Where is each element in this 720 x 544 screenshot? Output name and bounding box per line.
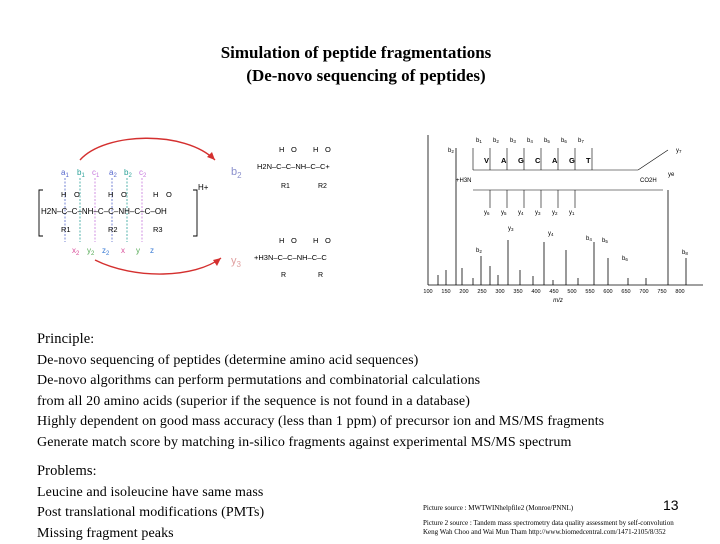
ion-y: y: [136, 246, 140, 255]
svg-text:b1: b1: [476, 138, 482, 144]
problems-block: [37, 461, 264, 544]
msms-spectrum-figure: [418, 130, 708, 310]
spectrum-x-ticks: [423, 289, 684, 295]
ion-c2: $c_2$: [139, 168, 147, 179]
svg-text:750: 750: [657, 289, 666, 295]
svg-text:R: R: [281, 272, 286, 279]
principle-line: Generate match score by matching in-silico fragments against experimental MS/MS spectrum: [37, 433, 604, 454]
svg-text:600: 600: [603, 289, 612, 295]
ion-y2: $y_2$: [87, 246, 95, 257]
svg-text:100: 100: [423, 289, 432, 295]
svg-text:y3: y3: [508, 226, 514, 232]
svg-text:y1: y1: [569, 210, 575, 216]
svg-text:700: 700: [639, 289, 648, 295]
source-line-1: Picture source : MWTWINhelpfile2 (Monroe/PNNL): [423, 504, 674, 513]
svg-text:H: H: [313, 236, 318, 245]
svg-text:b4: b4: [527, 138, 533, 144]
svg-text:y3: y3: [535, 210, 541, 216]
problems-line: Post translational modifications (PMTs): [37, 503, 264, 524]
ion-b2: $b_2$: [124, 168, 132, 179]
b2-fragment-label: $b_2$: [231, 166, 242, 180]
r-group-3: R3: [153, 225, 163, 234]
svg-text:b7: b7: [578, 138, 584, 144]
svg-text:G: G: [569, 156, 575, 165]
svg-text:R1: R1: [281, 183, 290, 190]
svg-text:500: 500: [567, 289, 576, 295]
svg-text:O: O: [74, 190, 80, 199]
svg-text:C: C: [535, 156, 541, 165]
principle-line: De-novo sequencing of peptides (determine amino acid sequences): [37, 351, 604, 372]
svg-text:y4: y4: [518, 210, 524, 216]
ion-z2: $z_2$: [102, 246, 110, 257]
svg-text:O: O: [121, 190, 127, 199]
svg-text:250: 250: [477, 289, 486, 295]
spectrum-peaks: [438, 148, 686, 285]
svg-text:800: 800: [675, 289, 684, 295]
principle-line: from all 20 amino acids (superior if the sequence is not found in a database): [37, 392, 604, 413]
svg-text:y6: y6: [484, 210, 490, 216]
svg-text:O: O: [291, 145, 297, 154]
spectrum-co2h: CO2H: [640, 178, 657, 184]
spectrum-y7-tag: y7: [676, 148, 682, 154]
svg-text:b6: b6: [622, 256, 628, 262]
r-group-1: R1: [61, 225, 71, 234]
bottom-ion-labels: [72, 246, 154, 257]
svg-text:G: G: [518, 156, 524, 165]
svg-text:450: 450: [549, 289, 558, 295]
svg-text:R2: R2: [318, 183, 327, 190]
svg-text:b6: b6: [561, 138, 567, 144]
proton-label: H+: [198, 183, 209, 192]
slide-title-line-1: Simulation of peptide fragmentations: [0, 42, 716, 64]
svg-text:b4: b4: [586, 236, 592, 242]
principle-heading: Principle:: [37, 329, 604, 351]
svg-text:y2: y2: [552, 210, 558, 216]
b2-fragment-structure: H2N–C–C–NH–C–C+: [257, 162, 330, 171]
ion-b1: $b_1$: [77, 168, 85, 179]
spectrum-b-ion-labels: [476, 138, 584, 144]
svg-text:b8: b8: [682, 250, 688, 256]
svg-text:y5: y5: [501, 210, 507, 216]
spectrum-b2-tag: b2: [448, 148, 454, 154]
svg-text:b2: b2: [476, 248, 482, 254]
svg-text:H: H: [279, 145, 284, 154]
ion-x2: $x_2$: [72, 246, 80, 257]
svg-text:b2: b2: [493, 138, 499, 144]
problems-heading: Problems:: [37, 461, 264, 483]
svg-text:T: T: [586, 156, 591, 165]
svg-text:H: H: [279, 236, 284, 245]
svg-text:O: O: [325, 236, 331, 245]
r-group-2: R2: [108, 225, 118, 234]
problems-line: Missing fragment peaks: [37, 524, 264, 544]
svg-text:550: 550: [585, 289, 594, 295]
svg-text:b3: b3: [510, 138, 516, 144]
svg-text:H: H: [61, 190, 66, 199]
svg-text:150: 150: [441, 289, 450, 295]
svg-text:y4: y4: [548, 231, 554, 237]
principle-block: [37, 329, 604, 453]
svg-text:O: O: [291, 236, 297, 245]
ion-c1: $c_1$: [92, 168, 100, 179]
svg-text:400: 400: [531, 289, 540, 295]
principle-line: De-novo algorithms can perform permutations and combinatorial calculations: [37, 371, 604, 392]
svg-text:300: 300: [495, 289, 504, 295]
spectrum-ye-tag: ye: [668, 172, 675, 178]
svg-text:200: 200: [459, 289, 468, 295]
ion-z: z: [150, 246, 154, 255]
page-number: 13: [663, 497, 679, 513]
source-line-3: Keng Wah Choo and Wai Mun Tham http://www.biomedcentral.com/1471-2105/8/352: [423, 528, 674, 537]
svg-text:A: A: [501, 156, 507, 165]
ion-a2: $a_2$: [109, 168, 117, 179]
y3-fragment-label: $y_3$: [231, 255, 242, 269]
svg-text:O: O: [166, 190, 172, 199]
spectrum-x-label: m/z: [553, 298, 563, 304]
svg-text:b5: b5: [544, 138, 550, 144]
svg-text:O: O: [325, 145, 331, 154]
svg-text:H: H: [153, 190, 158, 199]
picture-sources: [423, 504, 674, 537]
svg-text:350: 350: [513, 289, 522, 295]
fragmentation-scheme-figure: [35, 130, 340, 280]
svg-text:H: H: [313, 145, 318, 154]
slide-title-line-2: (De-novo sequencing of peptides): [6, 65, 720, 87]
principle-line: Highly dependent on good mass accuracy (less than 1 ppm) of precursor ion and MS/MS fragments: [37, 412, 604, 433]
svg-text:R: R: [318, 272, 323, 279]
ion-x: x: [121, 246, 125, 255]
svg-text:b5: b5: [602, 238, 608, 244]
spectrum-y-ion-labels: [484, 210, 575, 216]
precursor-backbone: H2N–C–C–NH–C–C–NH–C–C–OH: [41, 207, 167, 216]
ion-a1: $a_1$: [61, 168, 69, 179]
top-ion-labels: [61, 168, 147, 179]
source-line-2: Picture 2 source : Tandem mass spectrometry data quality assessment by self-convolution: [423, 519, 674, 528]
svg-text:H: H: [108, 190, 113, 199]
problems-line: Leucine and isoleucine have same mass: [37, 483, 264, 504]
spectrum-h3n: +H3N: [456, 178, 472, 184]
y3-fragment-structure: +H3N–C–C–NH–C–C: [254, 253, 327, 262]
svg-text:V: V: [484, 156, 489, 165]
svg-text:650: 650: [621, 289, 630, 295]
svg-text:A: A: [552, 156, 558, 165]
